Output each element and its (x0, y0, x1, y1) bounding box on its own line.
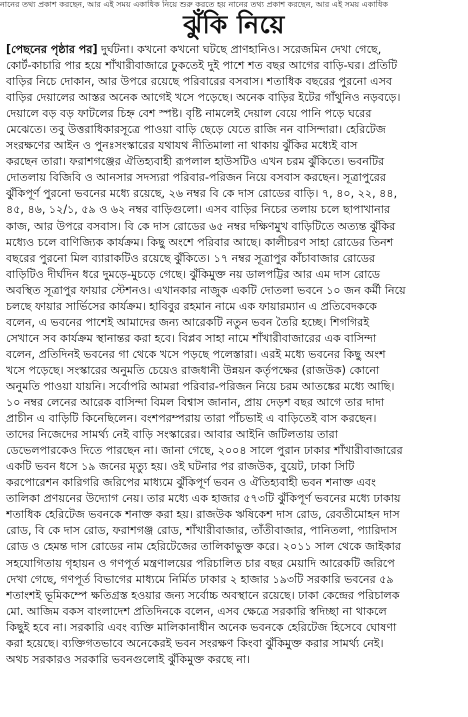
article-line: বাড়ির নিচে দোকান, আর উপরে রয়েছে পরিবারের বসবাস। শতাধিক বছরের পুরনো এসব (6, 75, 393, 89)
article-line: অথচ সরকারও সরকারি ভবনগুলোই ঝুঁকিমুক্ত করছে না। (6, 652, 251, 666)
article-line: ডেভেলপারকেও দিতে পারছেন না। জানা গেছে, ২০০৪ সালে পুরান ঢাকার শাঁখারীবাজারের (6, 444, 403, 458)
article-line: ১০ নম্বর লেনের আরেক বাসিন্দা বিমল বিশ্বাস জানান, প্রায় দেড়শ বছর আগে তার দাদা (6, 396, 385, 410)
article-line: ঝুঁকিপূর্ণ পুরনো ভবনের মধ্যে রয়েছে, ২৬ নম্বর বি কে দাস রোডের বাড়ি। ৭, ৪০, ২২, ৪৪, (6, 187, 398, 201)
article-line: কিছুই হবে না। সরকারি এবং ব্যক্তি মালিকানাধীন অনেক ভবনকে হেরিটেজ হিসেবে ঘোষণা (6, 620, 397, 634)
article-line: শতাধিক হেরিটেজ ভবনকে শনাক্ত করা হয়। রাজউক ঋষিকেশ দাস রোড, রেবতীমোহন দাস (6, 508, 400, 522)
article-line: তালিকা প্রণয়নের উদ্যোগ নেয়। তার মধ্যে এক হাজার ৫৭৩টি ঝুঁকিপূর্ণ ভবনের মধ্যে ঢাকায় (6, 492, 401, 506)
article-line: করা হয়েছে। ব্যক্তিগতভাবে অনেকেরই ভবন সংরক্ষণ কিংবা ঝুঁকিমুক্ত করার সামর্থ্য নেই। (6, 636, 384, 650)
previous-article-clipped-text: নানের তথ্য প্রকাশ করছেন, আর এই সময় একাধিক নিয়ে শুরু করতে হয় নানের তথ্য প্রকাশ করছেন, আর এই সময় একাধিক (0, 0, 389, 9)
article-line: রোড ও হেমন্ত দাস রোডের নাম হেরিটেজের তালিকাভুক্ত করে। ২০১১ সাল থেকে জাইকার (6, 540, 401, 554)
article-line: একটি ভবন ধসে ১৯ জনের মৃত্যু হয়। ওই ঘটনার পর রাজউক, বুয়েট, ঢাকা সিটি (6, 460, 355, 474)
article-line: প্রাচীন এ বাড়িটি কিনেছিলেন। বংশপরম্পরায় তারা পাঁচভাই এ বাড়িতেই বাস করছেন। (6, 412, 377, 426)
article-line: মো. আজিম বকস বাংলাদেশ প্রতিদিনকে বলেন, এসব ক্ষেত্রে সরকারি স্বদিচ্ছা না থাকলে (6, 604, 387, 618)
article-body (6, 42, 462, 714)
article-line: খসে পড়েছে। সংস্কারের অনুমতি চেয়েও রাজধানী উন্নয়ন কর্তৃপক্ষের (রাজউক) কোনো (6, 363, 380, 377)
article-line: রোড, বি কে দাস রোড, ফরাশগঞ্জ রোড, শাঁখারীবাজার, তাঁতীবাজার, পানিতলা, প্যারিদাস (6, 524, 397, 538)
article-line: ৪৫, ৪৬, ১২/১, ৫৯ ও ৬২ নম্বর বাড়িগুলো। এসব বাড়ির নিচের তলায় চলে ছাপাখানার (6, 203, 391, 217)
article-line: সংরক্ষণের আইন ও পুনঃসংস্কারের যথাযথ নীতিমালা না থাকায় ঝুঁকির মধ্যেই বাস (6, 139, 358, 153)
article-line: শতাংশই ভূমিকম্পে ক্ষতিগ্রস্ত হওয়ার জন্য সর্বোচ্চ অবস্থানে রয়েছে। ঢাকা কেন্দ্রের পরিচালক (6, 588, 400, 602)
article-line: বাড়িটিও দীর্ঘদিন ধরে দুমড়ে-মুচড়ে গেছে। ঝুঁকিমুক্ত নয় ডালপট্টির আর এম দাস রোডে (6, 267, 381, 281)
article-line: সেখানে সব কার্যক্রম স্থানান্তর করা হবে। বিপ্লব সাহা নামে শাঁখারীবাজারের এক বাসিন্দা (6, 331, 377, 345)
article-line: বলেন, প্রতিদিনই ভবনের গা থেকে খসে পড়ছে পলেস্তারা। এরই মধ্যে ভবনের কিছু অংশ (6, 347, 386, 361)
article-line: সহযোগিতায় গৃহায়ন ও গণপূর্ত মন্ত্রণালয়ের পরিচালিত চার বছর মেয়াদি আরেকটি জরিপে (6, 556, 395, 570)
continued-from-label: [পেছনের পৃষ্ঠার পর] (6, 43, 98, 56)
article-line: করপোরেশন কারিগরি জরিপের মাধ্যমে ঝুঁকিপূর্ণ ভবন ও ঐতিহ্যবাহী ভবন শনাক্ত এবং (6, 476, 376, 490)
article-line (6, 42, 462, 58)
article-line: কোর্ট-কাচারি পার হয়ে শাঁখারীবাজারে ঢুকতেই দুই পাশে শত বছর আগের বাড়ি-ঘর। প্রতিটি (6, 59, 398, 73)
article-line: চলছে ফায়ার সার্ভিসের কার্যক্রম। হাবিবুর রহমান নামে এক ফায়ারম্যান এ প্রতিবেদককে (6, 299, 377, 313)
article-line: দেয়ালে বড় বড় ফাটলের চিহ্ন বেশ স্পষ্ট। বৃষ্টি নামলেই দেয়াল বেয়ে পানি পড়ে ঘরের (6, 107, 372, 121)
article-line: বলেন, এ ভবনের পাশেই আমাদের জন্য আরেকটি নতুন ভবন তৈরি হচ্ছে। শিগগিরই (6, 315, 370, 329)
headline: ঝুঁকি নিয়ে (183, 10, 285, 39)
article-line: বাড়ির দেয়ালের আস্তর অনেক আগেই খসে পড়েছে। অনেক বাড়ির ইটের গাঁথুনিও নড়বড়ে। (6, 91, 401, 105)
article-line: অনুমতি পাওয়া যায়নি। সর্বোপরি আমরা পরিবার-পরিজন নিয়ে চরম আতঙ্কের মধ্যে আছি। (6, 379, 395, 393)
article-line: দেখা গেছে, গণপূর্ত বিভাগের মাধ্যমে নির্মিত ঢাকার ২ হাজার ১৯৩টি সরকারি ভবনের ৫৯ (6, 572, 394, 586)
article-line: করছেন তারা। ফরাশগঞ্জের ঐতিহ্যবাহী রূপলাল হাউসটিও এখন চরম ঝুঁকিতে। ভবনটির (6, 155, 385, 169)
article-line: কাজ, আর উপরে বসবাস। বি কে দাস রোডের ৬৫ নম্বর দক্ষিণমুখ বাড়িটিতে অত্যন্ত ঝুঁকির (6, 219, 396, 233)
article-line: মধ্যেও চলে বাণিজ্যিক কার্যক্রম। কিছু অংশে পরিবার আছে। কালীচরণ সাহা রোডের তিনশ (6, 235, 394, 249)
article-line: অবস্থিত সূত্রাপুর ফায়ার স্টেশনও। এখানকার নাজুক একটি দোতলা ভবনে ১০ জন কর্মী নিয়ে (6, 283, 406, 297)
article-line: তাদের নিজেদের সামর্থ্য নেই বাড়ি সংস্কারের। আবার আইনি জটিলতায় তারা (6, 428, 338, 442)
article-line: মেঝেতে। তবু উত্তরাধিকারসূত্রে পাওয়া বাড়ি ছেড়ে যেতে রাজি নন বাসিন্দারা। হেরিটেজ (6, 123, 386, 137)
article-line: বছরের পুরনো মিল ব্যারাকটিও রয়েছে ঝুঁকিতে। ১৭ নম্বর সূত্রাপুর কাঁচাবাজার রোডের (6, 251, 376, 265)
article-line-text: দুর্ঘটনা। কখনো কখনো ঘটছে প্রাণহানিও। সরেজমিন দেখা গেছে, (97, 43, 382, 56)
article-line: দোতলায় বিজিবি ও আনসার সদস্যরা পরিবার-পরিজন নিয়ে বসবাস করছেন। সূত্রাপুরের (6, 171, 387, 185)
